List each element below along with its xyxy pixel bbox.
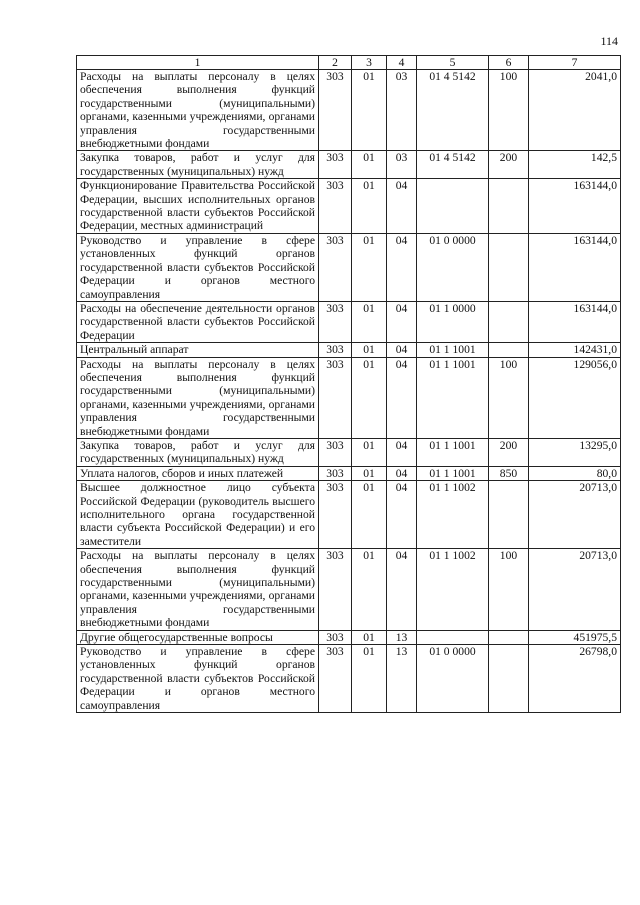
cell-amount: 129056,0 xyxy=(529,357,621,438)
cell-expense-type xyxy=(489,301,529,342)
cell-section-code: 01 xyxy=(352,481,387,549)
table-row xyxy=(77,549,621,630)
cell-expense-type xyxy=(489,481,529,549)
cell-target-article: 01 4 5142 xyxy=(417,151,489,179)
cell-target-article: 01 0 0000 xyxy=(417,233,489,301)
cell-subsection-code: 04 xyxy=(387,301,417,342)
cell-description: Расходы на выплаты персоналу в целях обеспечения выполнения функций государственными (муниципальными) органами, казенными учреждениями, органами управления государственными внебюджетными фондами xyxy=(77,549,319,630)
cell-amount: 20713,0 xyxy=(529,481,621,549)
header-cell: 6 xyxy=(489,56,529,70)
table-row xyxy=(77,438,621,466)
cell-description: Руководство и управление в сфере установленных функций органов государственной власти субъектов Российской Федерации и органов местного самоуправления xyxy=(77,233,319,301)
cell-department-code: 303 xyxy=(319,645,352,713)
cell-section-code: 01 xyxy=(352,357,387,438)
cell-section-code: 01 xyxy=(352,179,387,234)
cell-expense-type: 850 xyxy=(489,466,529,480)
table-row xyxy=(77,645,621,713)
cell-target-article: 01 1 0000 xyxy=(417,301,489,342)
cell-description: Расходы на выплаты персоналу в целях обеспечения выполнения функций государственными (муниципальными) органами, казенными учреждениями, органами управления государственными внебюджетными фондами xyxy=(77,70,319,151)
cell-expense-type: 100 xyxy=(489,549,529,630)
cell-amount: 20713,0 xyxy=(529,549,621,630)
cell-description: Расходы на выплаты персоналу в целях обеспечения выполнения функций государственными (муниципальными) органами, казенными учреждениями, органами управления государственными внебюджетными фондами xyxy=(77,357,319,438)
cell-amount: 80,0 xyxy=(529,466,621,480)
cell-subsection-code: 03 xyxy=(387,151,417,179)
cell-department-code: 303 xyxy=(319,630,352,644)
cell-subsection-code: 04 xyxy=(387,343,417,357)
cell-amount: 142431,0 xyxy=(529,343,621,357)
cell-subsection-code: 04 xyxy=(387,466,417,480)
cell-description: Другие общегосударственные вопросы xyxy=(77,630,319,644)
table-row xyxy=(77,343,621,357)
cell-expense-type xyxy=(489,343,529,357)
cell-subsection-code: 13 xyxy=(387,630,417,644)
cell-target-article xyxy=(417,630,489,644)
header-cell: 3 xyxy=(352,56,387,70)
cell-amount: 13295,0 xyxy=(529,438,621,466)
cell-target-article: 01 1 1002 xyxy=(417,549,489,630)
cell-expense-type xyxy=(489,645,529,713)
cell-expense-type xyxy=(489,233,529,301)
cell-subsection-code: 04 xyxy=(387,481,417,549)
table-row xyxy=(77,481,621,549)
cell-amount: 451975,5 xyxy=(529,630,621,644)
cell-section-code: 01 xyxy=(352,645,387,713)
table-row xyxy=(77,151,621,179)
cell-department-code: 303 xyxy=(319,549,352,630)
cell-amount: 26798,0 xyxy=(529,645,621,713)
budget-table xyxy=(76,55,621,713)
cell-amount: 163144,0 xyxy=(529,179,621,234)
header-cell: 2 xyxy=(319,56,352,70)
cell-subsection-code: 04 xyxy=(387,438,417,466)
cell-target-article: 01 1 1001 xyxy=(417,343,489,357)
cell-department-code: 303 xyxy=(319,466,352,480)
cell-description: Закупка товаров, работ и услуг для государственных (муниципальных) нужд xyxy=(77,151,319,179)
cell-expense-type: 200 xyxy=(489,151,529,179)
header-cell: 1 xyxy=(77,56,319,70)
cell-department-code: 303 xyxy=(319,70,352,151)
table-row xyxy=(77,357,621,438)
cell-description: Закупка товаров, работ и услуг для государственных (муниципальных) нужд xyxy=(77,438,319,466)
cell-department-code: 303 xyxy=(319,481,352,549)
cell-expense-type: 200 xyxy=(489,438,529,466)
cell-target-article: 01 1 1001 xyxy=(417,357,489,438)
cell-section-code: 01 xyxy=(352,549,387,630)
table-row xyxy=(77,466,621,480)
cell-description: Функционирование Правительства Российской Федерации, высших исполнительных органов государственной власти субъектов Российской Федерации, местных администраций xyxy=(77,179,319,234)
cell-section-code: 01 xyxy=(352,301,387,342)
cell-department-code: 303 xyxy=(319,357,352,438)
header-cell: 4 xyxy=(387,56,417,70)
cell-subsection-code: 04 xyxy=(387,549,417,630)
cell-section-code: 01 xyxy=(352,630,387,644)
cell-expense-type: 100 xyxy=(489,70,529,151)
cell-amount: 163144,0 xyxy=(529,301,621,342)
cell-amount: 163144,0 xyxy=(529,233,621,301)
cell-section-code: 01 xyxy=(352,233,387,301)
table-row xyxy=(77,179,621,234)
table-row xyxy=(77,70,621,151)
cell-department-code: 303 xyxy=(319,343,352,357)
cell-subsection-code: 04 xyxy=(387,233,417,301)
cell-section-code: 01 xyxy=(352,70,387,151)
cell-expense-type: 100 xyxy=(489,357,529,438)
table-row xyxy=(77,233,621,301)
cell-amount: 142,5 xyxy=(529,151,621,179)
cell-expense-type xyxy=(489,630,529,644)
table-row xyxy=(77,630,621,644)
cell-description: Руководство и управление в сфере установленных функций органов государственной власти субъектов Российской Федерации и органов местного самоуправления xyxy=(77,645,319,713)
cell-amount: 2041,0 xyxy=(529,70,621,151)
table-row xyxy=(77,301,621,342)
cell-description: Уплата налогов, сборов и иных платежей xyxy=(77,466,319,480)
cell-department-code: 303 xyxy=(319,179,352,234)
cell-department-code: 303 xyxy=(319,438,352,466)
cell-target-article: 01 0 0000 xyxy=(417,645,489,713)
cell-subsection-code: 04 xyxy=(387,357,417,438)
cell-description: Высшее должностное лицо субъекта Российской Федерации (руководитель высшего исполнительного органа государственной власти субъекта Российской Федерации) и его заместители xyxy=(77,481,319,549)
cell-department-code: 303 xyxy=(319,151,352,179)
cell-description: Центральный аппарат xyxy=(77,343,319,357)
page-number: 114 xyxy=(600,34,618,48)
cell-subsection-code: 04 xyxy=(387,179,417,234)
cell-target-article: 01 1 1001 xyxy=(417,466,489,480)
cell-target-article: 01 4 5142 xyxy=(417,70,489,151)
cell-section-code: 01 xyxy=(352,466,387,480)
cell-section-code: 01 xyxy=(352,438,387,466)
cell-department-code: 303 xyxy=(319,233,352,301)
cell-target-article xyxy=(417,179,489,234)
cell-section-code: 01 xyxy=(352,151,387,179)
cell-expense-type xyxy=(489,179,529,234)
table-header-row xyxy=(77,56,621,70)
header-cell: 7 xyxy=(529,56,621,70)
cell-department-code: 303 xyxy=(319,301,352,342)
cell-subsection-code: 13 xyxy=(387,645,417,713)
cell-subsection-code: 03 xyxy=(387,70,417,151)
cell-description: Расходы на обеспечение деятельности органов государственной власти субъектов Российской Федерации xyxy=(77,301,319,342)
cell-target-article: 01 1 1002 xyxy=(417,481,489,549)
header-cell: 5 xyxy=(417,56,489,70)
cell-target-article: 01 1 1001 xyxy=(417,438,489,466)
cell-section-code: 01 xyxy=(352,343,387,357)
